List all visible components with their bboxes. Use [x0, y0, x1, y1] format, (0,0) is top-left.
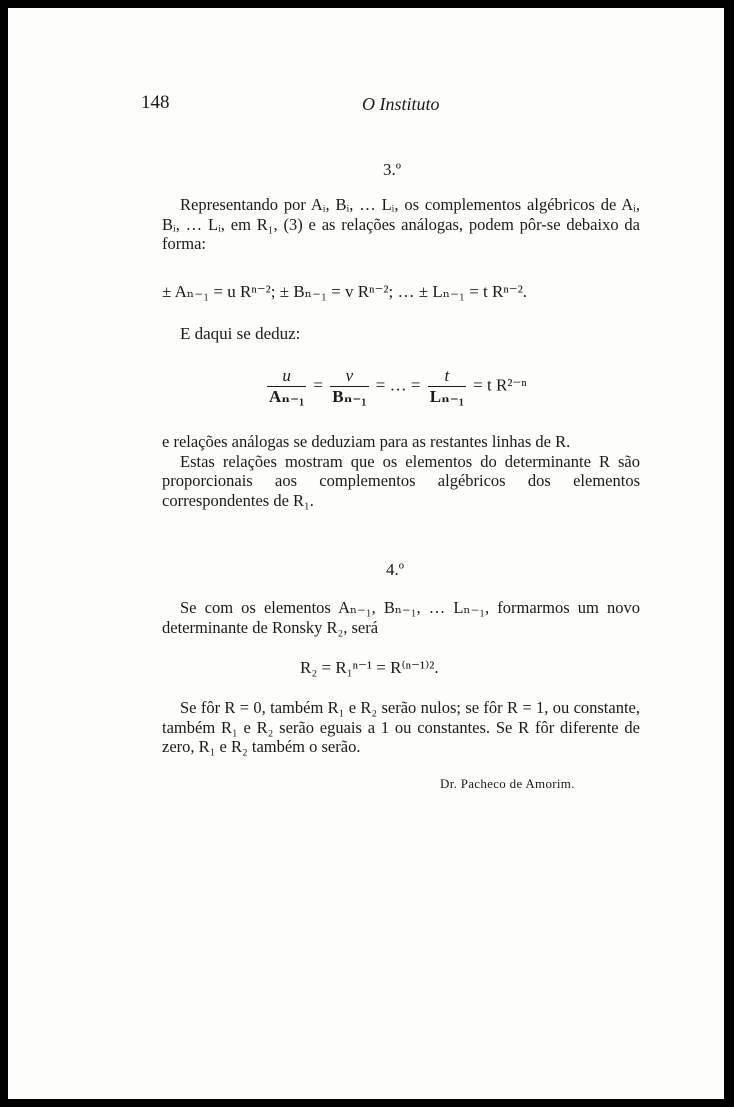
fraction-u — [267, 366, 306, 407]
formula-2: $\frac{u}{\text{Aₙ₋₁}}$ = $\frac{v}{\text{Bₙ₋₁}}$ = … = $\frac{t}{\text{Lₙ₋₁}}$ = t R²⁻ⁿ — [269, 366, 527, 406]
fraction-numerator: v — [345, 366, 354, 385]
formula-2-middle: = … = — [375, 375, 421, 395]
formula-2-result: = t R²⁻ⁿ — [473, 375, 527, 395]
fraction-denominator: Lₙ₋₁ — [429, 387, 464, 406]
page-number: 148 — [141, 92, 170, 113]
section-3-heading: 3.º — [383, 160, 402, 179]
author-signature: Dr. Pacheco de Amorim. — [440, 776, 575, 791]
fraction-t — [428, 366, 466, 407]
section-3-paragraph-3: Estas relações mostram que os elementos do determinante R são proporcionais aos complementos algébricos dos elementos correspondentes de R₁. — [162, 451, 640, 510]
fraction-numerator: t — [444, 366, 450, 385]
fraction-v — [330, 366, 368, 407]
section-4-text — [162, 598, 640, 637]
page — [8, 8, 724, 1099]
section-3-paragraph-2: e relações análogas se deduziam para as restantes linhas de R. — [162, 432, 571, 451]
formula-1: ± Aₙ₋₁ = u Rⁿ⁻²; ± Bₙ₋₁ = v Rⁿ⁻²; … ± Lₙ₋₁ = t Rⁿ⁻². — [162, 282, 528, 301]
section-4-heading: 4.º — [386, 560, 405, 579]
section-4-text-continued — [162, 698, 640, 757]
journal-title: O Instituto — [362, 94, 440, 114]
section-3-paragraph-1: Representando por Aᵢ, Bᵢ, … Lᵢ, os complementos algébricos de Aᵢ, Bᵢ, … Lᵢ, em R₁, (3) e as relações análogas, podem pôr-se debaixo da forma: — [162, 195, 640, 253]
fraction-numerator: u — [282, 366, 291, 385]
formula-3: R₂ = R₁ⁿ⁻¹ = R⁽ⁿ⁻¹⁾². — [300, 658, 439, 677]
section-3-text-continued — [162, 432, 640, 510]
fraction-denominator: Aₙ₋₁ — [269, 387, 305, 406]
section-3-text — [162, 195, 640, 254]
section-4-paragraph-1: Se com os elementos Aₙ₋₁, Bₙ₋₁, … Lₙ₋₁, formarmos um novo determinante de Ronsky R₂, será — [162, 598, 640, 637]
section-4-paragraph-2: Se fôr R = 0, também R₁ e R₂ serão nulos; se fôr R = 1, ou constante, também R₁ e R₂ serão eguais a 1 ou constantes. Se R fôr diferente de zero, R₁ e R₂ também o serão. — [162, 698, 640, 756]
lead-in-text: E daqui se deduz: — [180, 324, 301, 343]
fraction-denominator: Bₙ₋₁ — [332, 387, 367, 406]
